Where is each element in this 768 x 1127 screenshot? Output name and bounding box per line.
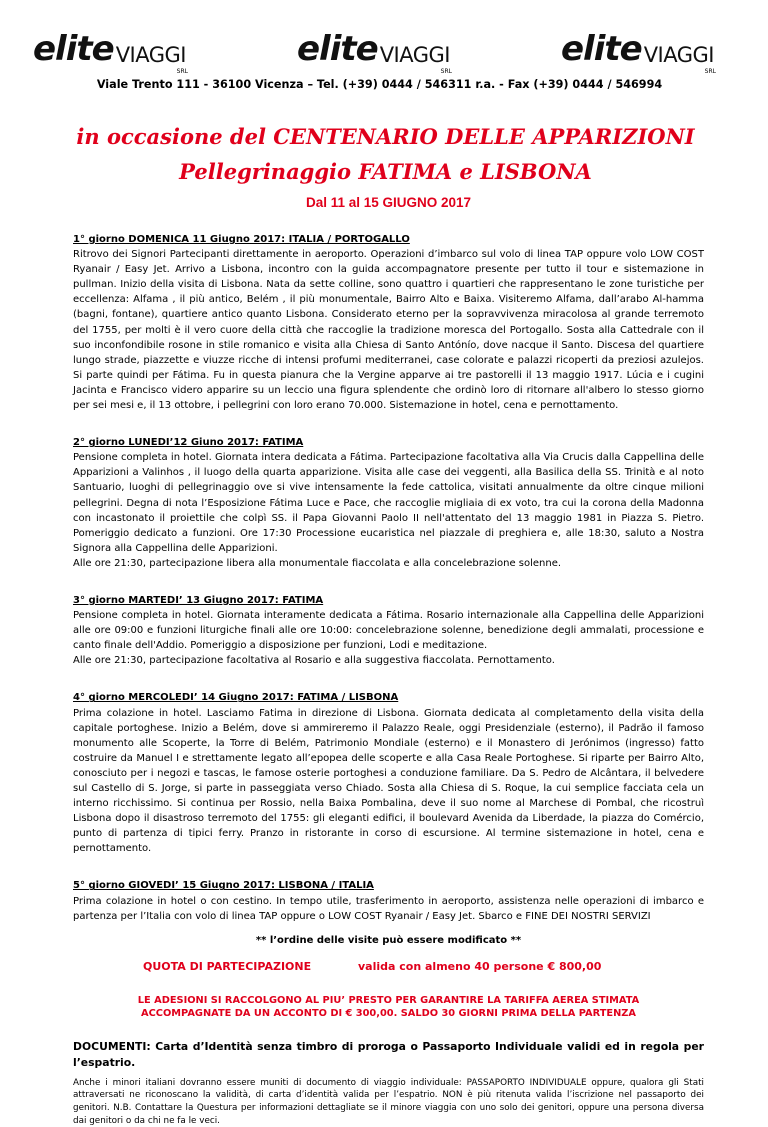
logo-elite-text: elite: [297, 29, 378, 69]
logo-srl-text: SRL: [176, 68, 188, 75]
elite-viaggi-logo: [561, 29, 716, 75]
price-row: [73, 960, 704, 973]
day-extra-text: Alle ore 21:30, partecipazione facoltativa al Rosario e alla suggestiva fiaccolata. Pernottamento.: [73, 655, 555, 667]
visit-order-note: ** l’ordine delle visite può essere modificato **: [255, 934, 522, 946]
logo-row: [33, 22, 716, 75]
booking-notice: [73, 994, 704, 1020]
day-title: 5° giorno GIOVEDI’ 15 Giugno 2017: LISBONA / ITALIA: [73, 880, 374, 892]
price-value: valida con almeno 40 persone € 800,00: [358, 959, 602, 973]
price-label: QUOTA DI PARTECIPAZIONE: [143, 959, 312, 973]
agency-address: Viale Trento 111 - 36100 Vicenza – Tel. (+39) 0444 / 546311 r.a. - Fax (+39) 0444 / 546994: [96, 78, 663, 91]
logo-viaggi-text: VIAGGI: [643, 43, 714, 67]
logo-elite-text: elite: [33, 29, 114, 69]
logo-viaggi-text: VIAGGI: [115, 43, 186, 67]
day-text: Prima colazione in hotel. Lasciamo Fatima in direzione di Lisbona. Giornata dedicata al completamento della visita della capitale portoghese. Inizio a Belém, dove si ammireremo il Palazzo Reale, oggi Presidenziale (esterno), il Padrão il famoso monumento alle Scoperte, la Torre di Belém, Patrimonio Mondiale (esterno) e il Monastero di Jerónimos (ingresso) fatto costruire da Manuel I e strettamente legato all’epopea delle scoperte e alla Casa Reale Portoghese. Si riparte per Bairro Alto, conosciuto per i negozi e tascas, le famose osterie portoghesi a conduzione familiare. Da S. Pedro de Alcântara, il belvedere sul Castello di S. Jorge, si parte in passeggiata verso Chiado. Sosta alla Chiesa di S. Roque, la cui semplice facciata cela un interno ricchissimo. Si continua per Rossio, nella Baixa Pombalina, deve il suo nome al Marchese di Pombal, che ricostruì Lisbona dopo il disastroso terremoto del 1755: gli eleganti edifici, il boulevard Avenida da Liberdade, la piazza do Comércio, punto di partenza di tipici ferry. Pranzo in ristorante in corso di escursione. Al termine sistemazione in hotel, cena e pernottamento.: [73, 707, 704, 855]
headline-line-2: Pellegrinaggio FATIMA e LISBONA: [179, 159, 592, 184]
documents-title: DOCUMENTI: Carta d’Identità senza timbro di proroga o Passaporto Individuale validi ed in regola per l’espatrio.: [73, 1039, 704, 1069]
documents-text: Anche i minori italiani dovranno essere muniti di documento di viaggio individuale: PASSAPORTO INDIVIDUALE oppure, qualora gli Stati attraversati ne riconoscano la validità, di carta d’identità valida per l’espatrio. NON è più ritenuta valida l’iscrizione nel passaporto dei genitori. N.B. Contattare la Questura per informazioni dettagliate se il minore viaggia con uno solo dei genitori, oppure una persona diversa dai genitori o da chi ne fa le veci.: [73, 1077, 704, 1126]
day-title: 4° giorno MERCOLEDI’ 14 Giugno 2017: FATIMA / LISBONA: [73, 692, 399, 704]
trip-dates: Dal 11 al 15 GIUGNO 2017: [305, 195, 472, 210]
day-title: 2° giorno LUNEDI’12 Giuno 2017: FATIMA: [73, 437, 304, 449]
day-title: 3° giorno MARTEDI’ 13 Giugno 2017: FATIMA: [73, 594, 324, 606]
logo-viaggi-text: VIAGGI: [379, 43, 450, 67]
day-text: Pensione completa in hotel. Giornata interamente dedicata a Fátima. Rosario internazionale alla Cappellina delle Apparizioni alle ore 09:00 e funzioni liturgiche finali alle ore 10:00: concelebrazione solenne, benedizione degli ammalati, processione e canto finale dell'Addio. Pomeriggio a disposizione per funzioni, Lodi e meditazione.: [73, 610, 704, 652]
logo-srl-text: SRL: [704, 68, 716, 75]
headline-line-1: in occasione del CENTENARIO DELLE APPARIZIONI: [76, 124, 695, 149]
day-title: 1° giorno DOMENICA 11 Giugno 2017: ITALIA / PORTOGALLO: [73, 234, 410, 245]
booking-notice-line-1: LE ADESIONI SI RACCOLGONO AL PIU’ PRESTO PER GARANTIRE LA TARIFFA AEREA STIMATA: [137, 994, 640, 1006]
logo-elite-text: elite: [561, 29, 642, 69]
day-text: Ritrovo dei Signori Partecipanti direttamente in aeroporto. Operazioni d’imbarco sul volo di linea TAP oppure volo LOW COST Ryanair / Easy Jet. Arrivo a Lisbona, incontro con la guida accompagnatore presente per tutto il tour e sistemazione in pullman. Inizio della visita di Lisbona. Nata da sette colline, sono quattro i quartieri che rappresentano le zone turistiche per eccellenza: Alfama , il più antico, Belém , il più monumentale, Bairro Alto e Baixa. Visiteremo Alfama, dall’arabo Al-hamma (bagni, fontane), quartiere antico quanto Lisbona. Considerato eterno per la sopravvivenza miracolosa al grande terremoto del 1755, per molti è il vero cuore della città che raccoglie la tradizione moresca del Portogallo. Sosta alla Cattedrale con il suo inconfondibile rosone in stile romanico e visita alla Chiesa di Santo Antónío, dove nacque il Santo. Discesa del quartiere lungo strade, piazzette e viuzze ricche di intensi profumi mediterranei, case colorate e palazzi ricoperti da preziosi azulejos. Si parte quindi per Fátima. Fu in questa pianura che la Vergine apparve ai tre pastorelli il 13 maggio 1917. Lúcia e i cugini Jacinta e Francisco videro apparire su un leccio una figura splendente che ordinò loro di ritornare all'albero lo stesso giorno per sei mesi e, il 13 ottobre, i pellegrini con loro erano 70.000. Sistemazione in hotel, cena e pernottamento.: [73, 249, 704, 412]
booking-notice-line-2: ACCOMPAGNATE DA UN ACCONTO DI € 300,00. SALDO 30 GIORNI PRIMA DELLA PARTENZA: [141, 1007, 636, 1019]
day-2: [73, 435, 704, 571]
day-extra-text: Alle ore 21:30, partecipazione libera alla monumentale fiaccolata e alla concelebrazione solenne.: [73, 557, 562, 569]
elite-viaggi-logo: [297, 29, 452, 75]
day-4: [73, 690, 704, 856]
day-text: Prima colazione in hotel o con cestino. In tempo utile, trasferimento in aeroporto, assistenza nelle operazioni di imbarco e partenza per l’Italia con volo di linea TAP oppure o LOW COST Ryanair / Easy Jet. Sbarco e FINE DEI NOSTRI SERVIZI: [73, 895, 704, 922]
logo-srl-text: SRL: [440, 68, 452, 75]
elite-viaggi-logo: [33, 29, 188, 75]
day-1: [73, 232, 704, 413]
day-3: [73, 593, 704, 668]
day-5: [73, 878, 704, 923]
headline: [67, 124, 704, 184]
day-text: Pensione completa in hotel. Giornata intera dedicata a Fátima. Partecipazione facoltativa alla Via Crucis dalla Cappellina delle Apparizioni a Valinhos , il luogo della quarta apparizione. Visita alle case dei veggenti, alla Basilica della SS. Trinità e al noto Santuario, luoghi di pellegrinaggio ove si vive intensamente la fede cattolica, visitati annualmente da oltre cinque milioni pellegrini. Degna di nota l’Esposizione Fátima Luce e Pace, che raccoglie migliaia di ex voto, tra cui la corona della Madonna con incastonato il proiettile che colpì SS. il Papa Giovanni Paolo II nell'attentato del 13 maggio 1981 in Piazza S. Pietro. Pomeriggio dedicato a funzioni. Ore 17:30 Processione eucaristica nel piazzale di preghiera e, alle 18:30, saluto a Nostra Signora alla Cappellina delle Apparizioni.: [73, 452, 704, 554]
